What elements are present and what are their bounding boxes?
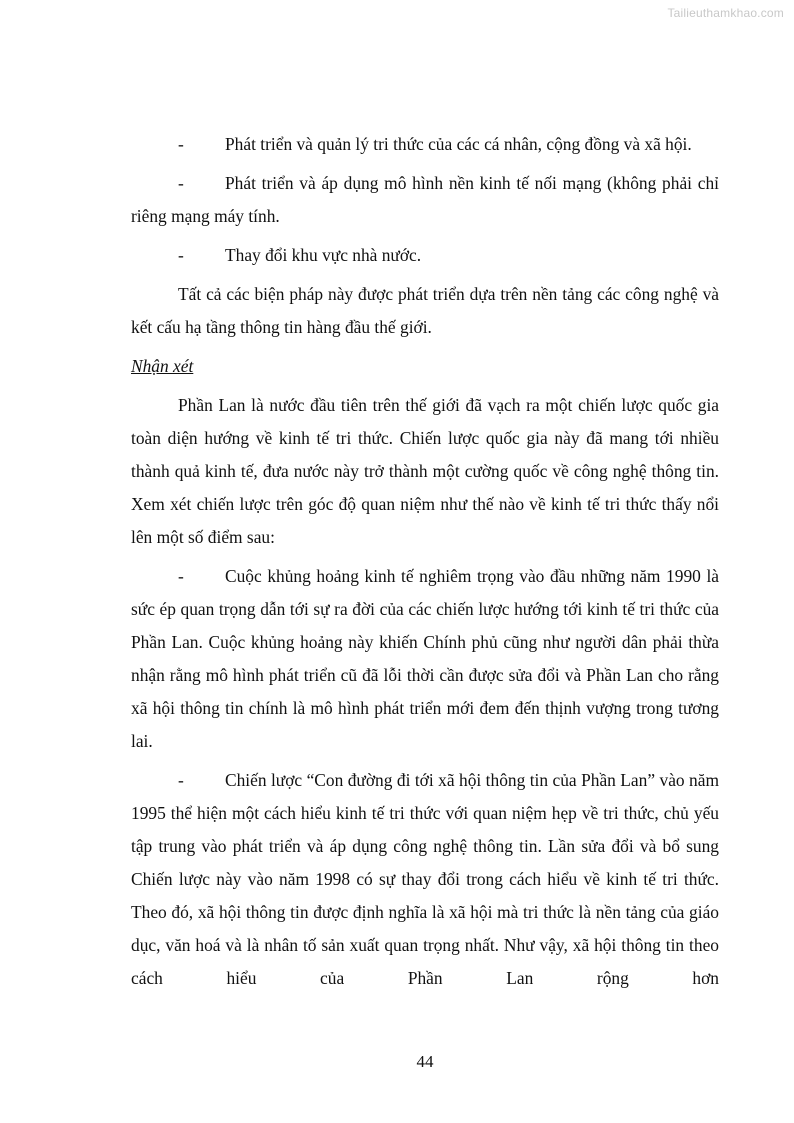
bullet-item <box>131 560 719 758</box>
bullet-item <box>131 128 719 161</box>
bullet-dash: - <box>178 173 184 193</box>
bullet-dash: - <box>178 245 184 265</box>
bullet-text: Phát triển và quản lý tri thức của các cá nhân, cộng đồng và xã hội. <box>225 134 692 154</box>
section-heading: Nhận xét <box>131 356 194 376</box>
bullet-dash: - <box>178 770 184 790</box>
summary-paragraph: Tất cả các biện pháp này được phát triển dựa trên nền tảng các công nghệ và kết cấu hạ tầng thông tin hàng đầu thế giới. <box>131 284 719 337</box>
bullet-text: Phát triển và áp dụng mô hình nền kinh tế nối mạng (không phải chỉ riêng mạng máy tính. <box>131 173 719 226</box>
page-body <box>131 128 719 995</box>
bullet-dash: - <box>178 566 184 586</box>
intro-paragraph: Phần Lan là nước đầu tiên trên thế giới đã vạch ra một chiến lược quốc gia toàn diện hướng về kinh tế tri thức. Chiến lược quốc gia này đã mang tới nhiều thành quả kinh tế, đưa nước này trở thành một cường quốc về công nghệ thông tin. Xem xét chiến lược trên góc độ quan niệm như thế nào về kinh tế tri thức thấy nổi lên một số điểm sau: <box>131 395 719 547</box>
bullet-dash: - <box>178 134 184 154</box>
bullet-item <box>131 167 719 233</box>
bullet-item <box>131 239 719 272</box>
bullet-text: Thay đổi khu vực nhà nước. <box>225 245 422 265</box>
bullet-text: Chiến lược “Con đường đi tới xã hội thông tin của Phần Lan” vào năm 1995 thể hiện một cách hiểu kinh tế tri thức với quan niệm hẹp về tri thức, chủ yếu tập trung vào phát triển và áp dụng công nghệ thông tin. Lần sửa đổi và bổ sung Chiến lược này vào năm 1998 có sự thay đổi trong cách hiểu về kinh tế tri thức. Theo đó, xã hội thông tin được định nghĩa là xã hội mà tri thức là nền tảng của giáo dục, văn hoá và là nhân tố sản xuất quan trọng nhất. Như vậy, xã hội thông tin theo cách hiểu của Phần Lan rộng hơn <box>131 770 719 988</box>
bullet-text: Cuộc khủng hoảng kinh tế nghiêm trọng vào đầu những năm 1990 là sức ép quan trọng dẫn tới sự ra đời của các chiến lược hướng tới kinh tế tri thức của Phần Lan. Cuộc khủng hoảng này khiến Chính phủ cũng như người dân phải thừa nhận rằng mô hình phát triển cũ đã lỗi thời cần được sửa đổi và Phần Lan cho rằng xã hội thông tin chính là mô hình phát triển mới đem đến thịnh vượng trong tương lai. <box>131 566 719 751</box>
watermark: Tailieuthamkhao.com <box>667 6 784 20</box>
page-number: 44 <box>416 1052 434 1071</box>
bullet-item <box>131 764 719 995</box>
